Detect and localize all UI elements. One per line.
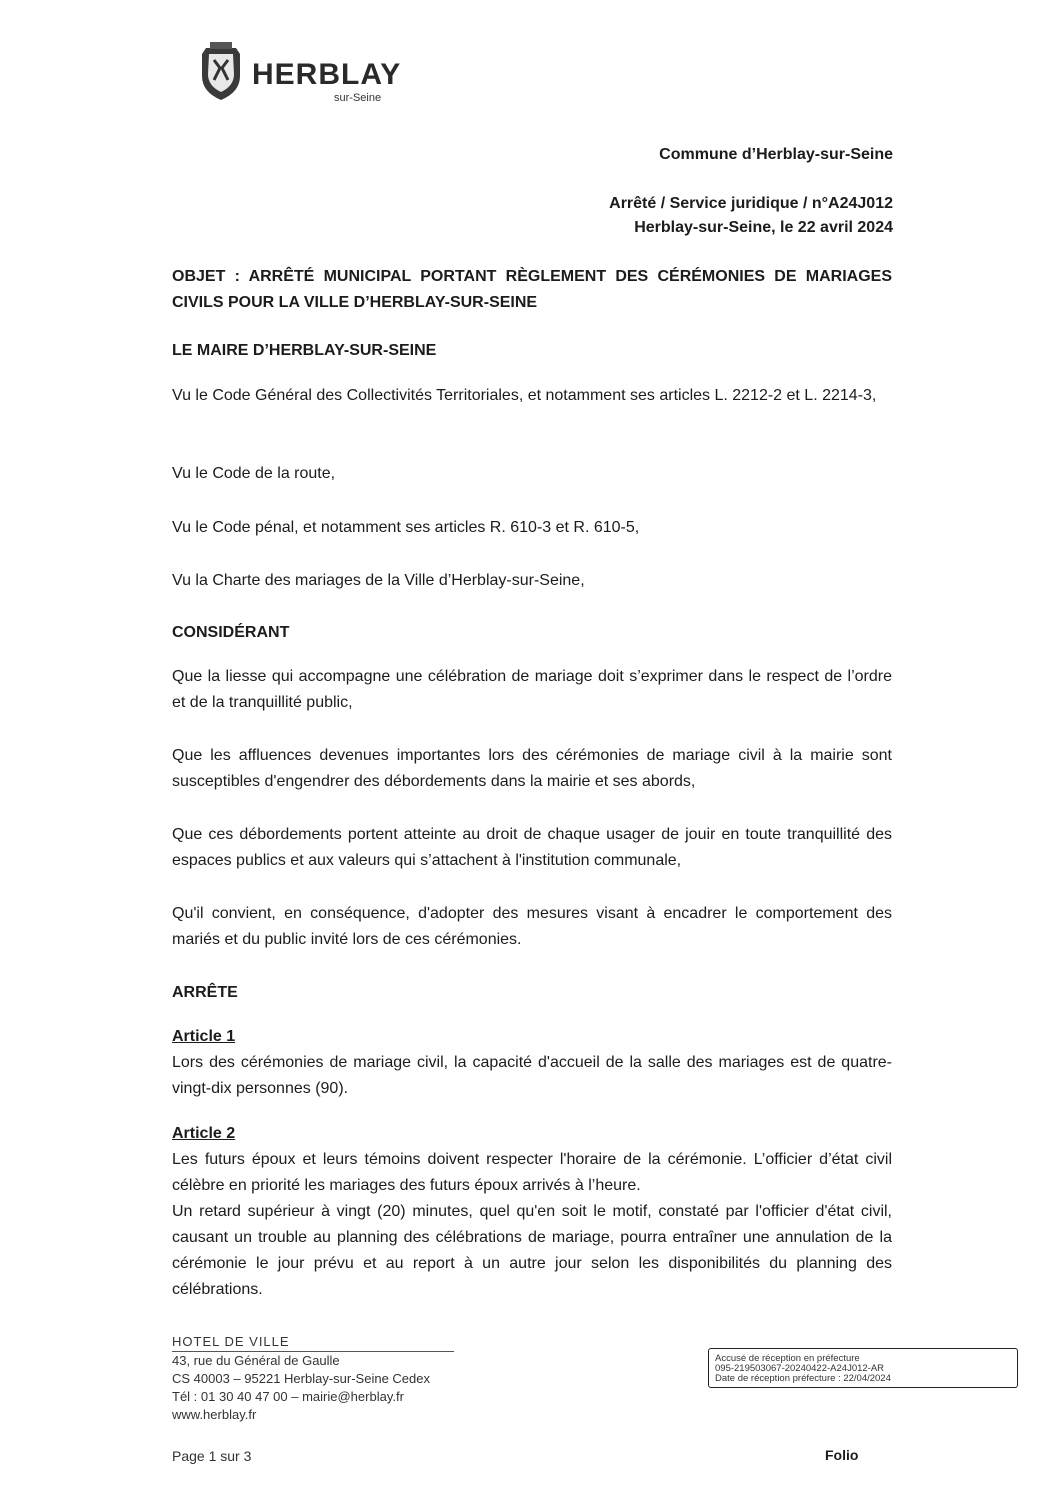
footer-line: Tél : 01 30 40 47 00 – mairie@herblay.fr: [172, 1389, 404, 1404]
article-title: Article 2: [172, 1125, 236, 1142]
reference-number: Arrêté / Service juridique / n°A24J012: [609, 195, 893, 212]
article-text: Lors des cérémonies de mariage civil, la capacité d'accueil de la salle des mariages est de quatre-vingt-dix personnes (90).: [172, 1054, 892, 1097]
stamp-line: 095-219503067-20240422-A24J012-AR: [715, 1363, 885, 1374]
footer-line: www.herblay.fr: [172, 1407, 257, 1422]
page-number: Page 1 sur 3: [172, 1448, 252, 1464]
footer-line: CS 40003 – 95221 Herblay-sur-Seine Cedex: [172, 1371, 430, 1386]
article-1: [172, 1024, 892, 1102]
vu-item: Vu le Code Général des Collectivités Territoriales, et notamment ses articles L. 2212-2 et L. 2214-3,: [172, 387, 877, 404]
vu-item: Vu le Code de la route,: [172, 465, 336, 482]
article-title: Article 1: [172, 1028, 236, 1045]
considerant-item: Que ces débordements portent atteinte au droit de chaque usager de jouir en toute tranquillité des espaces publics et aux valeurs qui s’attachent à l'institution communale,: [172, 826, 892, 869]
article-2: [172, 1121, 892, 1303]
mayor-heading: LE MAIRE D’HERBLAY-SUR-SEINE: [172, 342, 437, 359]
footer-title: HOTEL DE VILLE: [172, 1333, 454, 1352]
article-text: Les futurs époux et leurs témoins doivent respecter l'horaire de la cérémonie. L’officier d’état civil célèbre en priorité les mariages des futurs époux arrivés à l’heure.: [172, 1151, 892, 1194]
stamp-line: Date de réception préfecture : 22/04/2024: [715, 1373, 891, 1384]
considerant-item: Que les affluences devenues importantes lors des cérémonies de mariage civil à la mairie sont susceptibles d'engendrer des débordements dans la mairie et ses abords,: [172, 747, 892, 790]
vu-item: Vu le Code pénal, et notamment ses articles R. 610-3 et R. 610-5,: [172, 519, 640, 536]
vu-item: Vu la Charte des mariages de la Ville d’Herblay-sur-Seine,: [172, 572, 585, 589]
logo-subtitle: sur-Seine: [334, 92, 382, 104]
herblay-logo: [196, 40, 416, 110]
article-text: Un retard supérieur à vingt (20) minutes, quel qu'en soit le motif, constaté par l'officier d'état civil, causant un trouble au planning des célébrations de mariage, pourra entraîner une annulation de la cérémonie le jour prévu et au report à un autre jour selon les disponibilités du planning des célébrations.: [172, 1203, 892, 1298]
footer-line: 43, rue du Général de Gaulle: [172, 1353, 340, 1368]
footer-address: [172, 1333, 454, 1424]
prefecture-stamp: [708, 1348, 1018, 1388]
stamp-line: Accusé de réception en préfecture: [715, 1353, 860, 1364]
logo-wordmark: HERBLAY: [252, 58, 402, 91]
document-date: Herblay-sur-Seine, le 22 avril 2024: [634, 219, 893, 236]
considerant-heading: CONSIDÉRANT: [172, 624, 290, 641]
considerant-item: Que la liesse qui accompagne une célébration de mariage doit s’exprimer dans le respect de l’ordre et de la tranquillité public,: [172, 668, 892, 711]
arrete-heading: ARRÊTE: [172, 984, 238, 1001]
folio-label: Folio: [825, 1447, 859, 1463]
considerant-item: Qu'il convient, en conséquence, d'adopter des mesures visant à encadrer le comportement des mariés et du public invité lors de ces cérémonies.: [172, 905, 892, 948]
object-heading: OBJET : ARRÊTÉ MUNICIPAL PORTANT RÈGLEMENT DES CÉRÉMONIES DE MARIAGES CIVILS POUR LA VILLE D’HERBLAY-SUR-SEINE: [172, 268, 892, 311]
commune-name: Commune d’Herblay-sur-Seine: [659, 146, 893, 163]
city-crest-icon: [196, 40, 246, 102]
